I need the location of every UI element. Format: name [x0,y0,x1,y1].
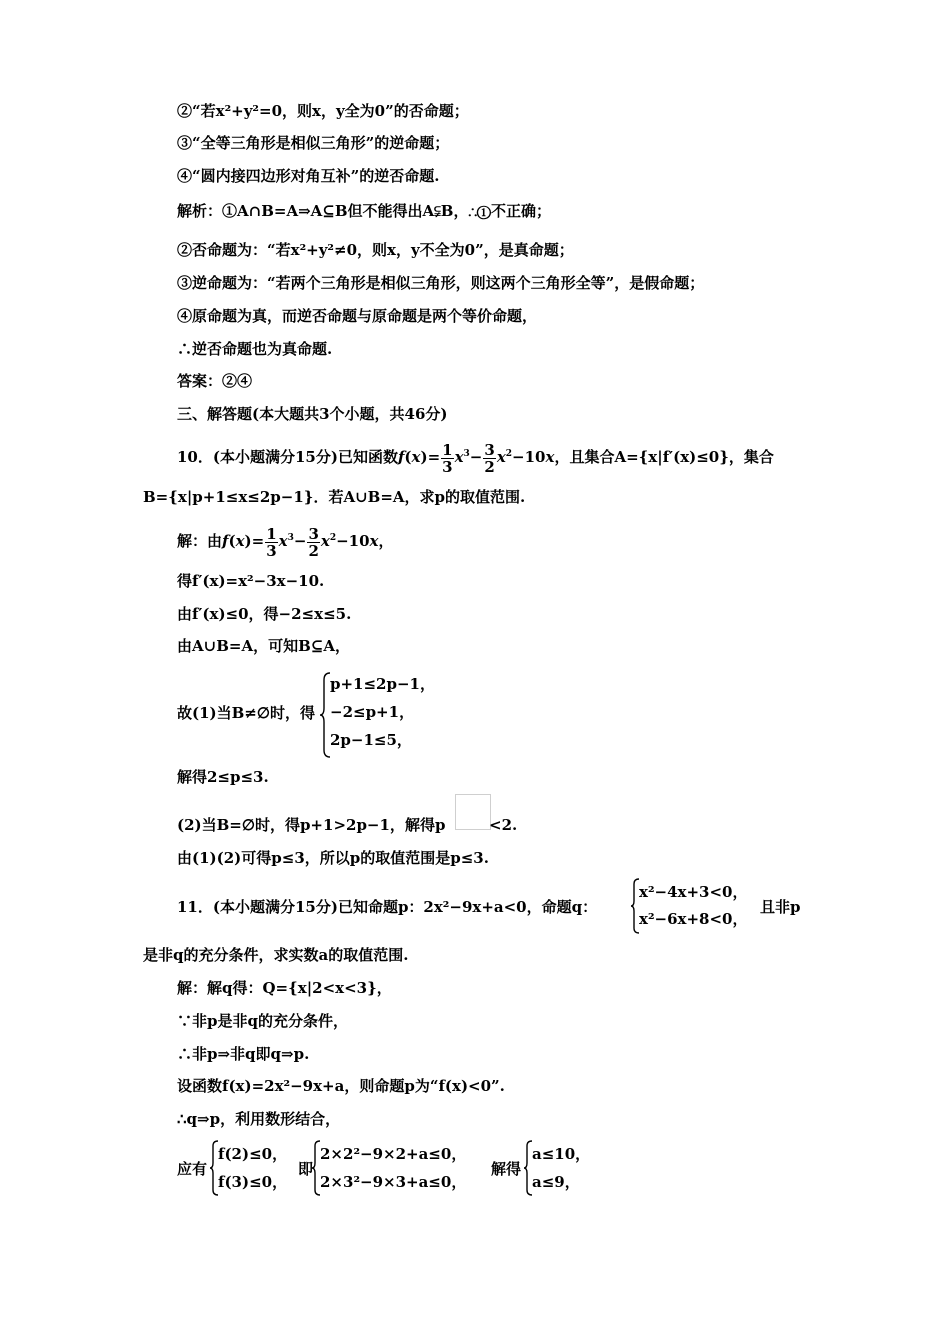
q10-stem-suffix: ，且集合A={x|f′(x)≤0}，集合 [554,448,774,466]
q10-sol-prefix: 解：由 [177,532,223,550]
q10-case1-system [320,670,480,758]
system-row: 2×3²−9×3+a≤0， [320,1173,467,1191]
system-row: x²−6x+8<0， [639,910,748,928]
q11-q-system [631,878,761,934]
q11-solution-line-1: 解：解q得：Q={x|2<x<3}， [177,979,392,997]
q11-final-label-1: 应有 [177,1160,208,1178]
q11-solution-line-2: ∵非p是非q的充分条件， [177,1012,348,1030]
fraction-one-third: $\frac{1}{3}$ [442,440,453,476]
q11-final-label-2: 即 [298,1160,314,1178]
q10-solution-line-2: 得f′(x)=x²−3x−10. [177,572,325,590]
q10-solution-line-4: 由A∪B=A，可知B⊆A， [177,637,350,655]
analysis-line-1: 解析：①A∩B=A⇒A⊆B但不能得出A⫋B，∴①不正确； [177,202,551,220]
q11-solution-line-3: ∴非p⇒非q即q⇒p. [177,1045,310,1063]
q11-stem-suffix: 且非p [760,898,801,916]
system-row: a≤10， [532,1145,591,1163]
q10-stem-prefix: 10．(本小题满分15分)已知函数 [177,448,398,466]
system-row: x²−4x+3<0， [639,883,748,901]
analysis-line-5: ∴逆否命题也为真命题. [177,340,333,358]
q11-final-system-2 [312,1140,487,1196]
q10-stem-line-1: 10．(本小题满分15分)已知函数f(x)= $\frac{1}{3}$ $x^3-$ $\frac{3}{2}$ $x^2-10x$，且集合A={x|f′(x)≤0}，集合 [177,440,774,476]
answer: 答案：②④ [177,372,253,390]
q10-case1-label: 故(1)当B≠∅时，得 [177,704,315,722]
system-row: −2≤p+1， [330,703,415,721]
system-row: f(3)≤0， [218,1173,288,1191]
system-row: f(2)≤0， [218,1145,288,1163]
q11-final-system-3 [524,1140,604,1196]
q10-case2-part-b: <2. [489,816,518,834]
q11-stem-prefix: 11．(本小题满分15分)已知命题p：2x²−9x+a<0，命题q： [177,898,598,916]
section-heading: 三、解答题(本大题共3个小题，共46分) [177,405,448,423]
q10-case1-result: 解得2≤p≤3. [177,768,269,786]
fraction-one-third: $\frac{1}{3}$ [266,524,277,560]
item-3: ③“全等三角形是相似三角形”的逆命题； [177,134,450,152]
item-2: ②“若x²+y²=0，则x，y全为0”的否命题； [177,102,469,120]
item-4: ④“圆内接四边形对角互补”的逆否命题. [177,167,440,185]
blank-image-box [455,794,491,830]
fraction-three-halves: $\frac{3}{2}$ [484,440,495,476]
system-row: p+1≤2p−1， [330,675,435,693]
q10-case2-part-a: (2)当B=∅时，得p+1>2p−1，解得p [177,816,446,834]
q11-solution-line-5: ∴q⇒p，利用数形结合， [177,1110,341,1128]
q10-solution-line-1: 解：由f(x)= $\frac{1}{3}$ $x^3-$ $\frac{3}{2}$ $x^2-10x$， [177,524,394,560]
q10-conclusion: 由(1)(2)可得p≤3，所以p的取值范围是p≤3. [177,849,489,867]
q11-solution-line-4: 设函数f(x)=2x²−9x+a，则命题p为“f(x)<0”. [177,1077,505,1095]
analysis-line-4: ④原命题为真，而逆否命题与原命题是两个等价命题， [177,307,538,325]
system-row: a≤9， [532,1173,580,1191]
q11-stem-line-2: 是非q的充分条件，求实数a的取值范围. [143,946,409,964]
fraction-three-halves: $\frac{3}{2}$ [308,524,319,560]
q11-final-label-3: 解得 [491,1160,522,1178]
q11-final-system-1 [210,1140,290,1196]
system-row: 2p−1≤5， [330,731,412,749]
q10-stem-line-2: B={x|p+1≤x≤2p−1}．若A∪B=A，求p的取值范围. [143,488,526,506]
analysis-line-3: ③逆命题为：“若两个三角形是相似三角形，则这两个三角形全等”，是假命题； [177,274,705,292]
q10-solution-line-3: 由f′(x)≤0，得−2≤x≤5. [177,605,352,623]
analysis-line-2: ②否命题为：“若x²+y²≠0，则x，y不全为0”，是真命题； [177,241,574,259]
system-row: 2×2²−9×2+a≤0， [320,1145,467,1163]
